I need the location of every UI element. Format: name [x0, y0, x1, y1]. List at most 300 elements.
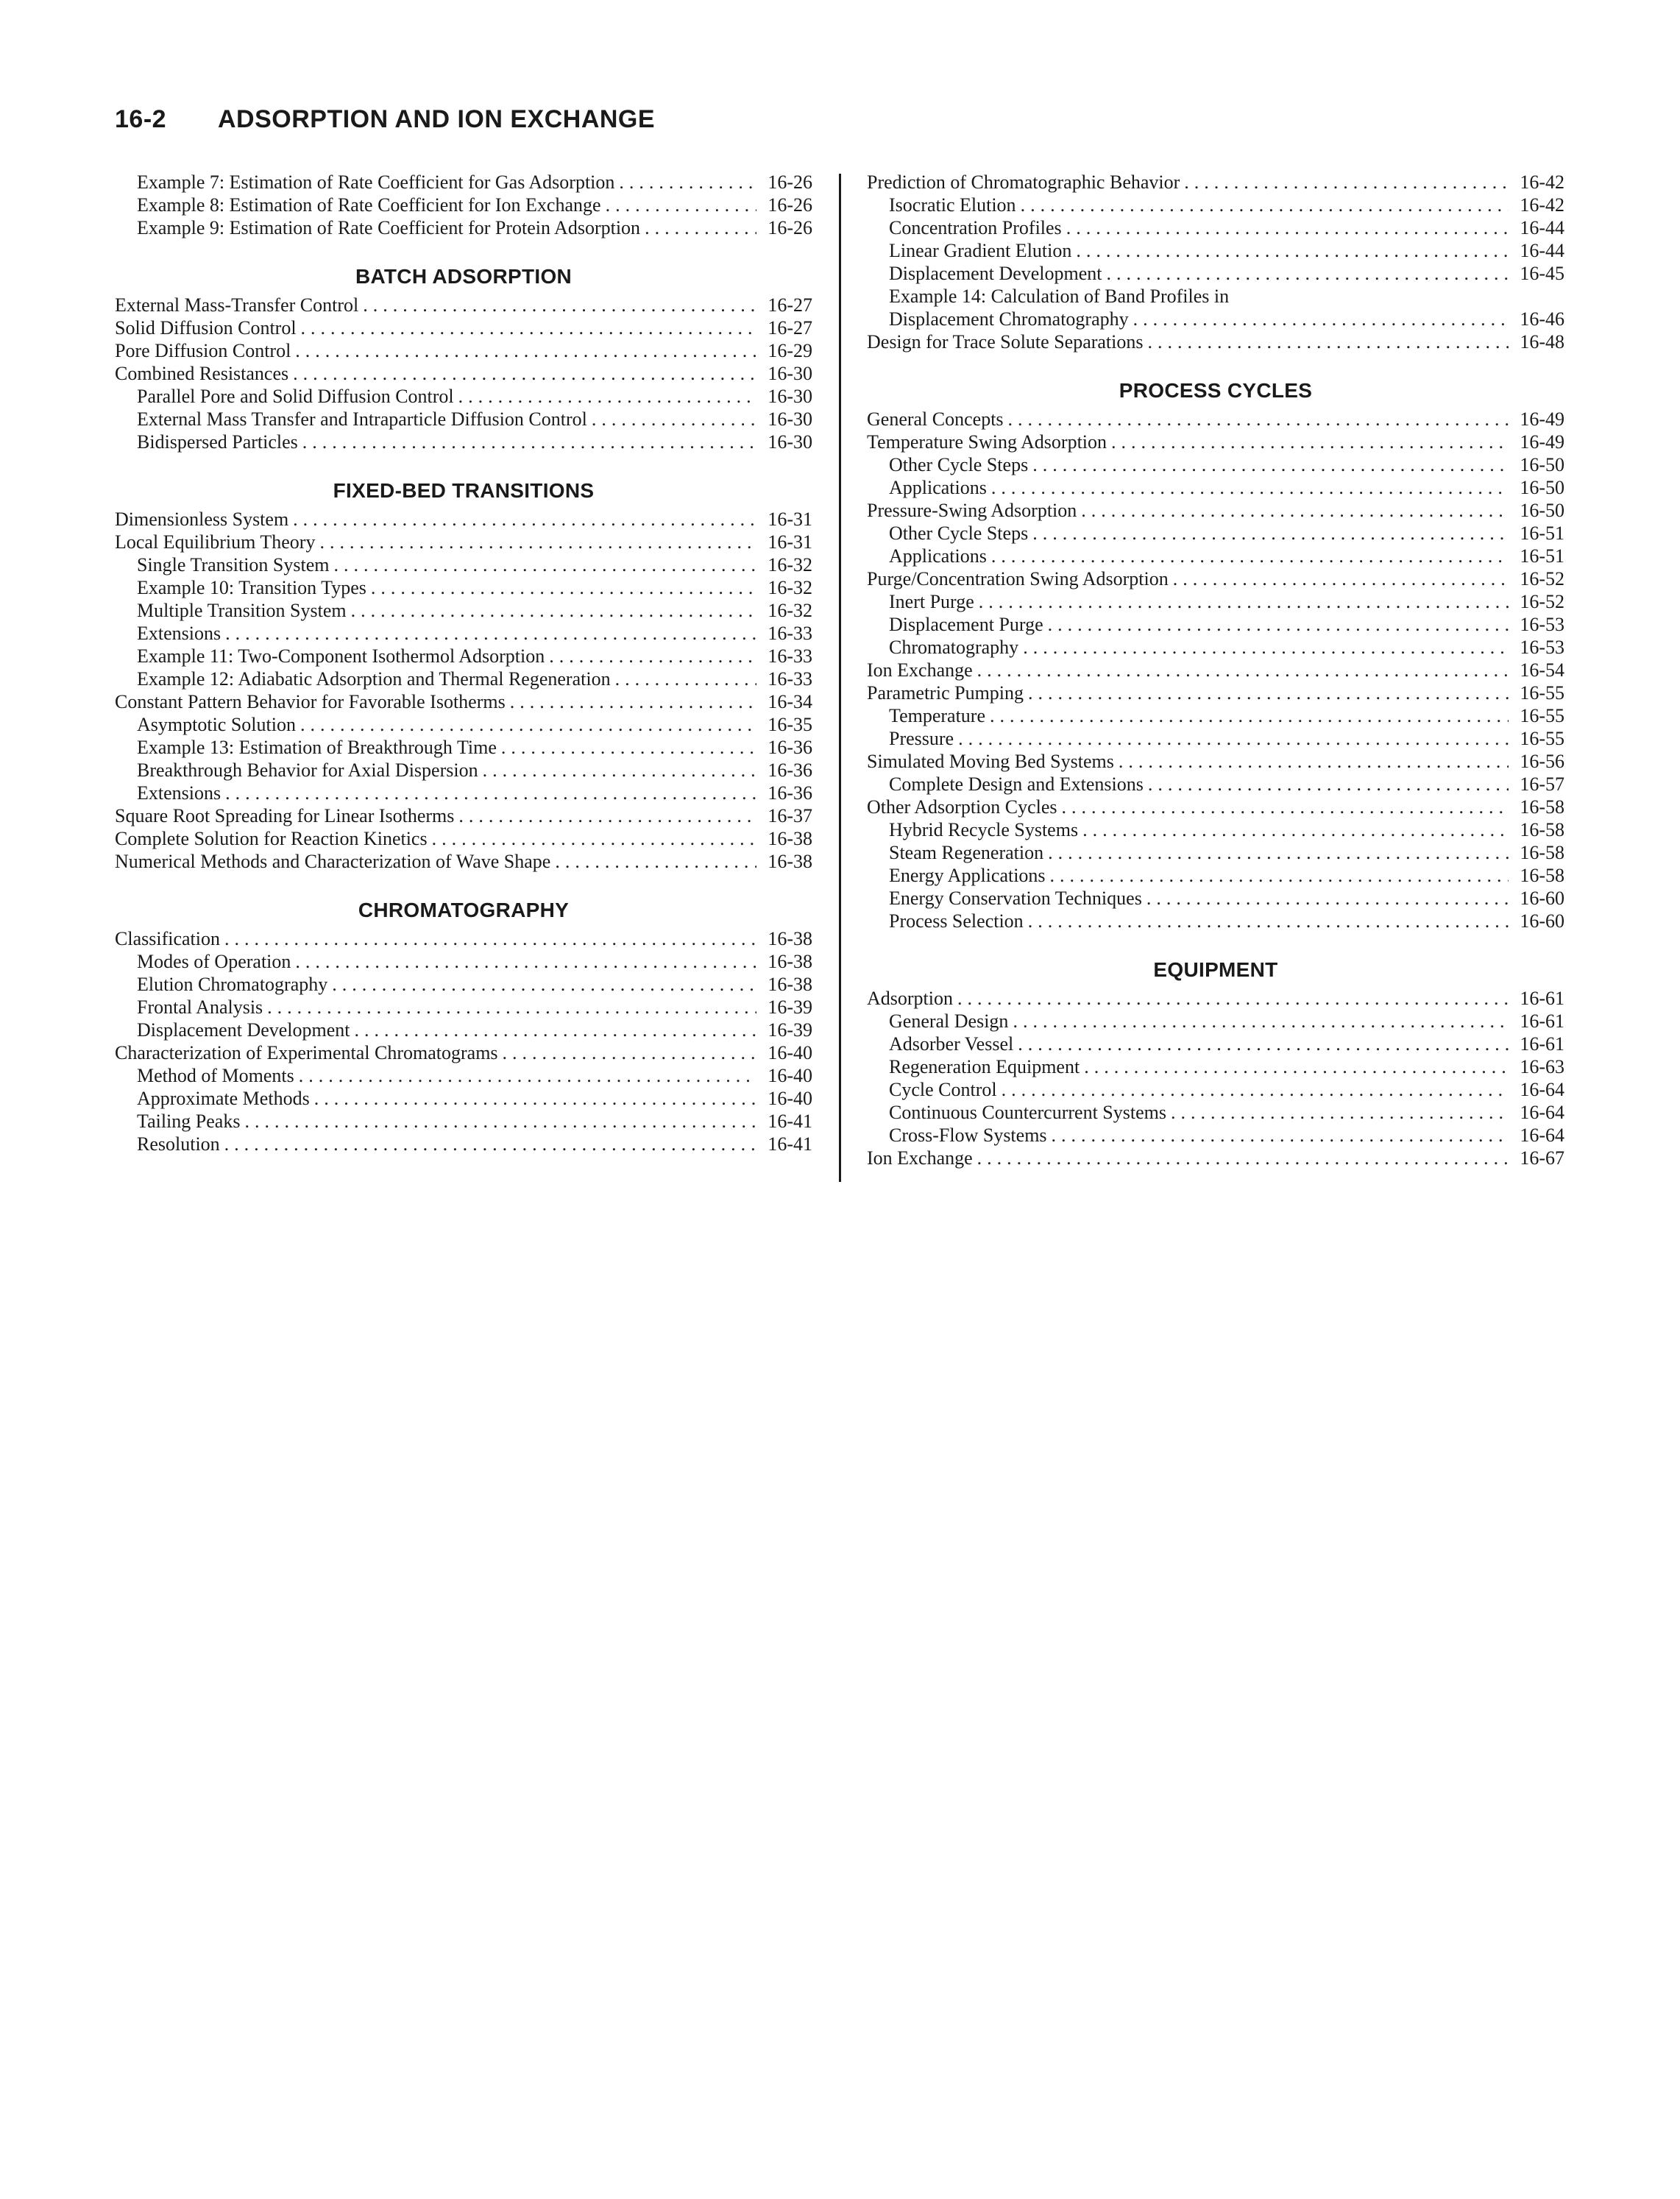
leader-dots: [267, 996, 756, 1019]
toc-entry[interactable]: [115, 850, 812, 873]
toc-entry[interactable]: [115, 316, 812, 339]
toc-entry[interactable]: [867, 285, 1564, 308]
toc-entry[interactable]: [115, 782, 812, 804]
toc-entry-page: 16-50: [1520, 454, 1564, 475]
column-divider: [839, 174, 841, 1182]
toc-entry[interactable]: [115, 690, 812, 713]
toc-entry[interactable]: [867, 476, 1564, 499]
toc-entry-page: 16-49: [1520, 431, 1564, 453]
toc-entry[interactable]: [115, 1110, 812, 1133]
toc-entry-label: Temperature Swing Adsorption: [867, 431, 1107, 453]
toc-entry[interactable]: [867, 408, 1564, 431]
toc-entry[interactable]: [115, 996, 812, 1019]
toc-entry[interactable]: [867, 704, 1564, 727]
toc-entry[interactable]: [867, 818, 1564, 841]
leader-dots: [1028, 910, 1509, 932]
toc-entry-page: 16-32: [768, 577, 812, 598]
toc-entry[interactable]: [867, 659, 1564, 681]
leader-dots: [1032, 453, 1509, 476]
leader-dots: [1119, 750, 1509, 773]
toc-entry[interactable]: [867, 453, 1564, 476]
toc-entry-page: 16-63: [1520, 1056, 1564, 1077]
leader-dots: [319, 531, 756, 553]
toc-entry[interactable]: [867, 864, 1564, 887]
toc-entry-page: 16-42: [1520, 171, 1564, 193]
toc-entry[interactable]: [867, 194, 1564, 216]
toc-entry-label: Modes of Operation: [137, 951, 291, 972]
toc-entry-label: Displacement Development: [137, 1019, 350, 1041]
toc-entry-label: Numerical Methods and Characterization of Wave Shape: [115, 851, 551, 872]
leader-dots: [510, 690, 756, 713]
toc-entry[interactable]: [867, 262, 1564, 285]
toc-entry-page: 16-38: [768, 851, 812, 872]
toc-entry-label: Complete Solution for Reaction Kinetics: [115, 828, 428, 849]
toc-entry-page: 16-38: [768, 928, 812, 949]
toc-entry[interactable]: [115, 194, 812, 216]
toc-entry-page: 16-60: [1520, 888, 1564, 909]
leader-dots: [991, 545, 1509, 567]
leader-dots: [1148, 773, 1509, 796]
toc-entry-page: 16-37: [768, 805, 812, 826]
leader-dots: [1002, 1078, 1509, 1101]
leader-dots: [334, 553, 757, 576]
toc-entry[interactable]: [867, 681, 1564, 704]
leader-dots: [957, 987, 1509, 1010]
toc-entry-label: Example 13: Estimation of Breakthrough Time: [137, 737, 497, 758]
toc-entry[interactable]: [867, 1055, 1564, 1078]
leader-dots: [1111, 431, 1509, 453]
leader-dots: [225, 622, 756, 645]
toc-entry-label: Square Root Spreading for Linear Isotherms: [115, 805, 455, 826]
toc-entry-label: Breakthrough Behavior for Axial Dispersion: [137, 759, 478, 781]
section-heading-batch-adsorption: BATCH ADSORPTION: [355, 265, 573, 288]
toc-entry-label: Approximate Methods: [137, 1088, 310, 1109]
toc-entry-label: Hybrid Recycle Systems: [889, 819, 1079, 840]
toc-entry[interactable]: [867, 216, 1564, 239]
toc-entry[interactable]: [115, 1087, 812, 1110]
leader-dots: [1032, 522, 1509, 545]
toc-entry-page: 16-39: [768, 1019, 812, 1041]
toc-entry[interactable]: [115, 408, 812, 431]
toc-entry[interactable]: [115, 950, 812, 973]
leader-dots: [977, 659, 1509, 681]
toc-entry[interactable]: [867, 1078, 1564, 1101]
toc-entry-page: 16-58: [1520, 842, 1564, 863]
toc-entry-page: 16-36: [768, 737, 812, 758]
toc-entry-page: 16-27: [768, 294, 812, 316]
toc-entry-label: Multiple Transition System: [137, 600, 347, 621]
toc-entry-page: 16-55: [1520, 705, 1564, 726]
toc-entry-label: Design for Trace Solute Separations: [867, 331, 1144, 353]
toc-entry-page: 16-29: [768, 340, 812, 361]
toc-entry[interactable]: [867, 431, 1564, 453]
toc-entry-page: 16-30: [768, 363, 812, 384]
toc-entry[interactable]: [867, 987, 1564, 1010]
toc-entry[interactable]: [867, 545, 1564, 567]
leader-dots: [293, 508, 756, 531]
toc-entry-page: 16-44: [1520, 217, 1564, 238]
toc-entry[interactable]: [867, 727, 1564, 750]
toc-entry[interactable]: [115, 736, 812, 759]
toc-entry[interactable]: [115, 431, 812, 453]
toc-entry-label: Temperature: [889, 705, 985, 726]
toc-entry-label: Purge/Concentration Swing Adsorption: [867, 568, 1169, 589]
toc-entry-page: 16-42: [1520, 194, 1564, 216]
toc-entry-label: Combined Resistances: [115, 363, 289, 384]
toc-entry[interactable]: [115, 759, 812, 782]
toc-entry-page: 16-38: [768, 951, 812, 972]
leader-dots: [1082, 818, 1509, 841]
toc-entry[interactable]: [867, 308, 1564, 330]
toc-entry-page: 16-34: [768, 691, 812, 712]
toc-entry-label: Prediction of Chromatographic Behavior: [867, 171, 1180, 193]
toc-entry-page: 16-64: [1520, 1102, 1564, 1123]
toc-entry-label: Example 12: Adiabatic Adsorption and Thermal Regeneration: [137, 668, 611, 690]
toc-entry-page: 16-56: [1520, 751, 1564, 772]
toc-entry-page: 16-64: [1520, 1125, 1564, 1146]
leader-dots: [991, 476, 1509, 499]
toc-entry-page: 16-26: [768, 194, 812, 216]
page-number: 16-2: [115, 105, 167, 133]
toc-entry-label: General Concepts: [867, 408, 1004, 430]
toc-entry-label: Cycle Control: [889, 1079, 997, 1100]
toc-entry-page: 16-31: [768, 509, 812, 530]
toc-entry-page: 16-36: [768, 782, 812, 804]
leader-dots: [1062, 796, 1509, 818]
toc-entry-label: Bidispersed Particles: [137, 431, 298, 453]
leader-dots: [549, 645, 756, 668]
toc-entry[interactable]: [867, 910, 1564, 932]
page-header: [115, 105, 655, 134]
leader-dots: [615, 668, 756, 690]
toc-entry-page: 16-26: [768, 171, 812, 193]
toc-entry-label: Concentration Profiles: [889, 217, 1062, 238]
toc-entry-label: Energy Applications: [889, 865, 1046, 886]
toc-entry-page: 16-50: [1520, 500, 1564, 521]
leader-dots: [501, 736, 756, 759]
toc-entry-page: 16-45: [1520, 263, 1564, 284]
leader-dots: [371, 576, 756, 599]
toc-entry-label: Adsorption: [867, 988, 953, 1009]
toc-entry-label: Elution Chromatography: [137, 974, 328, 995]
toc-entry[interactable]: [115, 1133, 812, 1155]
leader-dots: [645, 216, 756, 239]
leader-dots: [302, 431, 756, 453]
toc-entry[interactable]: [115, 827, 812, 850]
toc-entry-label: Steam Regeneration: [889, 842, 1044, 863]
toc-entry-label: Example 11: Two-Component Isothermol Adsorption: [137, 645, 545, 667]
toc-entry[interactable]: [115, 553, 812, 576]
leader-dots: [1050, 864, 1509, 887]
section-heading-process-cycles: PROCESS CYCLES: [1119, 379, 1313, 402]
toc-entry-label: Inert Purge: [889, 591, 974, 612]
leader-dots: [355, 1019, 756, 1041]
toc-entry[interactable]: [867, 1101, 1564, 1124]
chapter-title: ADSORPTION AND ION EXCHANGE: [218, 105, 656, 133]
toc-entry[interactable]: [115, 1064, 812, 1087]
toc-entry[interactable]: [115, 927, 812, 950]
toc-entry-label: Chromatography: [889, 637, 1019, 658]
leader-dots: [619, 171, 756, 194]
toc-entry-page: 16-52: [1520, 568, 1564, 589]
toc-entry-label: Other Cycle Steps: [889, 454, 1029, 475]
toc-entry[interactable]: [115, 531, 812, 553]
toc-entry-label: Displacement Development: [889, 263, 1102, 284]
toc-entry-page: 16-41: [768, 1133, 812, 1155]
leader-dots: [1084, 1055, 1509, 1078]
toc-entry-label: Example 14: Calculation of Band Profiles in: [889, 286, 1230, 307]
toc-entry-page: 16-61: [1520, 1033, 1564, 1055]
leader-dots: [293, 362, 756, 385]
leader-dots: [1052, 1124, 1509, 1147]
toc-entry-page: 16-31: [768, 531, 812, 553]
toc-entry[interactable]: [115, 576, 812, 599]
toc-entry-label: Example 10: Transition Types: [137, 577, 366, 598]
section-heading-chromatography: CHROMATOGRAPHY: [358, 899, 570, 921]
toc-entry-label: Pressure-Swing Adsorption: [867, 500, 1077, 521]
toc-entry-page: 16-57: [1520, 773, 1564, 795]
toc-entry[interactable]: [115, 1041, 812, 1064]
leader-dots: [1184, 171, 1509, 194]
toc-entry-page: 16-41: [768, 1111, 812, 1132]
leader-dots: [483, 759, 756, 782]
toc-entry-label: Isocratic Elution: [889, 194, 1016, 216]
toc-entry-page: 16-64: [1520, 1079, 1564, 1100]
toc-entry-label: Energy Conservation Techniques: [889, 888, 1142, 909]
toc-entry-label: General Design: [889, 1010, 1009, 1032]
toc-entry-label: Parametric Pumping: [867, 682, 1024, 704]
leader-dots: [1066, 216, 1509, 239]
toc-entry[interactable]: [867, 887, 1564, 910]
toc-entry-page: 16-32: [768, 600, 812, 621]
leader-dots: [314, 1087, 756, 1110]
toc-entry[interactable]: [115, 804, 812, 827]
leader-dots: [1107, 262, 1509, 285]
toc-entry-label: Applications: [889, 545, 987, 567]
leader-dots: [1146, 887, 1509, 910]
leader-dots: [224, 1133, 756, 1155]
toc-entry-page: 16-51: [1520, 523, 1564, 544]
toc-entry-label: Extensions: [137, 623, 221, 644]
toc-entry-label: Adsorber Vessel: [889, 1033, 1014, 1055]
leader-dots: [458, 804, 756, 827]
toc-entry-page: 16-36: [768, 759, 812, 781]
leader-dots: [458, 385, 756, 408]
toc-entry-page: 16-52: [1520, 591, 1564, 612]
leader-dots: [1133, 308, 1509, 330]
toc-entry-label: Simulated Moving Bed Systems: [867, 751, 1114, 772]
toc-entry-page: 16-53: [1520, 637, 1564, 658]
leader-dots: [363, 294, 756, 316]
leader-dots: [299, 1064, 756, 1087]
toc-entry-page: 16-38: [768, 974, 812, 995]
section-heading-equipment: EQUIPMENT: [1153, 958, 1278, 981]
toc-entry-page: 16-58: [1520, 819, 1564, 840]
toc-entry-label: Characterization of Experimental Chromatograms: [115, 1042, 498, 1063]
toc-entry[interactable]: [115, 362, 812, 385]
toc-entry-label: Other Cycle Steps: [889, 523, 1029, 544]
toc-entry[interactable]: [867, 841, 1564, 864]
toc-entry[interactable]: [115, 599, 812, 622]
toc-entry-page: 16-35: [768, 714, 812, 735]
toc-entry[interactable]: [115, 339, 812, 362]
toc-entry-page: 16-39: [768, 996, 812, 1018]
leader-dots: [300, 713, 756, 736]
toc-entry-label: Example 7: Estimation of Rate Coefficient for Gas Adsorption: [137, 171, 615, 193]
toc-entry[interactable]: [115, 973, 812, 996]
leader-dots: [225, 782, 756, 804]
toc-entry-label: External Mass Transfer and Intraparticle Diffusion Control: [137, 408, 587, 430]
leader-dots: [295, 950, 756, 973]
toc-entry[interactable]: [867, 1033, 1564, 1055]
toc-entry-label: Frontal Analysis: [137, 996, 263, 1018]
toc-entry-page: 16-33: [768, 623, 812, 644]
toc-entry-page: 16-55: [1520, 728, 1564, 749]
toc-entry[interactable]: [867, 499, 1564, 522]
toc-entry[interactable]: [867, 1010, 1564, 1033]
toc-entry[interactable]: [115, 508, 812, 531]
toc-entry[interactable]: [867, 522, 1564, 545]
toc-entry-page: 16-26: [768, 217, 812, 238]
toc-entry-label: Ion Exchange: [867, 659, 973, 681]
toc-entry[interactable]: [867, 1147, 1564, 1169]
toc-entry-page: 16-50: [1520, 477, 1564, 498]
toc-entry-page: 16-40: [768, 1042, 812, 1063]
toc-entry[interactable]: [115, 713, 812, 736]
toc-entry[interactable]: [867, 239, 1564, 262]
toc-entry-label: External Mass-Transfer Control: [115, 294, 359, 316]
toc-entry[interactable]: [867, 330, 1564, 353]
leader-dots: [1048, 613, 1509, 636]
toc-entry-page: 16-40: [768, 1065, 812, 1086]
toc-entry-page: 16-44: [1520, 240, 1564, 261]
leader-dots: [592, 408, 756, 431]
toc-entry-page: 16-61: [1520, 988, 1564, 1009]
toc-entry-page: 16-51: [1520, 545, 1564, 567]
leader-dots: [503, 1041, 756, 1064]
toc-entry-page: 16-55: [1520, 682, 1564, 704]
toc-entry[interactable]: [867, 613, 1564, 636]
toc-entry-label: Displacement Chromatography: [889, 308, 1129, 330]
toc-entry-page: 16-53: [1520, 614, 1564, 635]
leader-dots: [332, 973, 756, 996]
leader-dots: [1013, 1010, 1509, 1033]
toc-entry-label: Regeneration Equipment: [889, 1056, 1080, 1077]
toc-entry[interactable]: [867, 567, 1564, 590]
leader-dots: [295, 339, 756, 362]
toc-entry[interactable]: [867, 590, 1564, 613]
toc-entry[interactable]: [115, 1019, 812, 1041]
leader-dots: [555, 850, 756, 873]
toc-left-column: [115, 171, 812, 1155]
toc-entry-page: 16-40: [768, 1088, 812, 1109]
leader-dots: [1076, 239, 1509, 262]
toc-entry-label: Local Equilibrium Theory: [115, 531, 316, 553]
toc-entry-label: Single Transition System: [137, 554, 330, 576]
toc-entry[interactable]: [867, 750, 1564, 773]
toc-entry[interactable]: [115, 622, 812, 645]
toc-entry-label: Continuous Countercurrent Systems: [889, 1102, 1166, 1123]
toc-entry-page: 16-54: [1520, 659, 1564, 681]
leader-dots: [1023, 636, 1509, 659]
toc-entry-page: 16-60: [1520, 910, 1564, 932]
leader-dots: [244, 1110, 756, 1133]
leader-dots: [1008, 408, 1509, 431]
leader-dots: [979, 590, 1509, 613]
toc-entry-label: Displacement Purge: [889, 614, 1043, 635]
toc-entry-label: Parallel Pore and Solid Diffusion Control: [137, 386, 454, 407]
toc-entry-label: Other Adsorption Cycles: [867, 796, 1057, 818]
toc-entry[interactable]: [867, 796, 1564, 818]
toc-entry-page: 16-33: [768, 645, 812, 667]
toc-entry-page: 16-46: [1520, 308, 1564, 330]
toc-entry-page: 16-49: [1520, 408, 1564, 430]
toc-entry[interactable]: [115, 668, 812, 690]
toc-entry-label: Process Selection: [889, 910, 1024, 932]
toc-entry-label: Resolution: [137, 1133, 220, 1155]
toc-entry-label: Example 9: Estimation of Rate Coefficient for Protein Adsorption: [137, 217, 641, 238]
toc-entry-page: 16-58: [1520, 865, 1564, 886]
leader-dots: [990, 704, 1509, 727]
toc-entry-page: 16-67: [1520, 1147, 1564, 1169]
toc-entry[interactable]: [115, 645, 812, 668]
leader-dots: [1171, 1101, 1509, 1124]
toc-entry-label: Pore Diffusion Control: [115, 340, 291, 361]
leader-dots: [1048, 841, 1509, 864]
toc-entry-page: 16-48: [1520, 331, 1564, 353]
toc-entry[interactable]: [867, 636, 1564, 659]
leader-dots: [958, 727, 1509, 750]
toc-entry-label: Dimensionless System: [115, 509, 289, 530]
leader-dots: [1018, 1033, 1509, 1055]
toc-entry[interactable]: [115, 294, 812, 316]
toc-entry-label: Pressure: [889, 728, 954, 749]
leader-dots: [1148, 330, 1509, 353]
toc-entry-page: 16-58: [1520, 796, 1564, 818]
toc-entry[interactable]: [867, 773, 1564, 796]
toc-entry-page: 16-30: [768, 431, 812, 453]
toc-entry-label: Extensions: [137, 782, 221, 804]
toc-entry[interactable]: [115, 385, 812, 408]
leader-dots: [351, 599, 756, 622]
toc-entry-page: 16-30: [768, 408, 812, 430]
leader-dots: [1021, 194, 1509, 216]
toc-entry-label: Classification: [115, 928, 220, 949]
toc-entry-label: Applications: [889, 477, 987, 498]
toc-entry-label: Cross-Flow Systems: [889, 1125, 1047, 1146]
leader-dots: [1081, 499, 1509, 522]
toc-entry-label: Example 8: Estimation of Rate Coefficient for Ion Exchange: [137, 194, 601, 216]
leader-dots: [606, 194, 756, 216]
toc-entry-label: Tailing Peaks: [137, 1111, 241, 1132]
leader-dots: [1028, 681, 1509, 704]
toc-entry-page: 16-30: [768, 386, 812, 407]
toc-entry[interactable]: [867, 171, 1564, 194]
toc-entry-label: Ion Exchange: [867, 1147, 973, 1169]
toc-entry-page: 16-32: [768, 554, 812, 576]
leader-dots: [977, 1147, 1509, 1169]
toc-entry-label: Asymptotic Solution: [137, 714, 296, 735]
leader-dots: [432, 827, 756, 850]
leader-dots: [301, 316, 756, 339]
toc-entry-label: Method of Moments: [137, 1065, 294, 1086]
toc-entry-page: 16-27: [768, 317, 812, 339]
toc-entry-label: Complete Design and Extensions: [889, 773, 1144, 795]
toc-entry[interactable]: [115, 216, 812, 239]
toc-entry[interactable]: [867, 1124, 1564, 1147]
toc-entry[interactable]: [115, 171, 812, 194]
leader-dots: [224, 927, 756, 950]
